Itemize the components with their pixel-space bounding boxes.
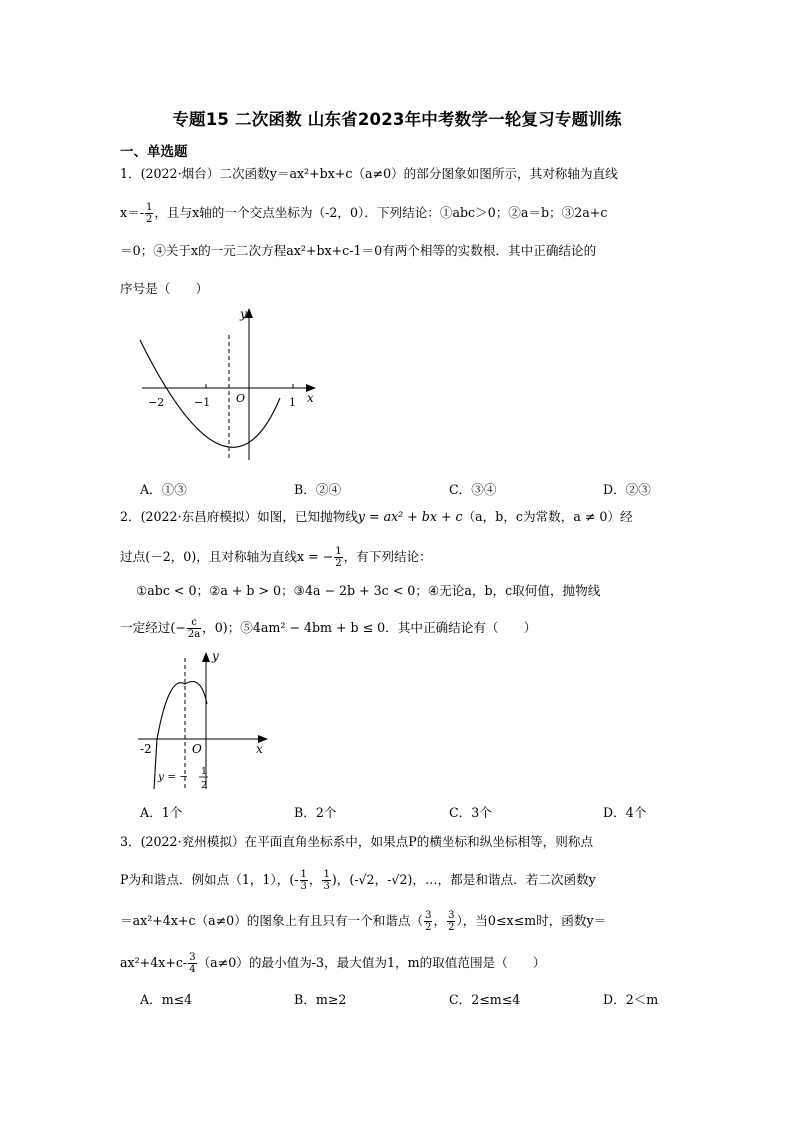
equation: y = ax² + bx + c: [357, 509, 463, 524]
x-label: x: [256, 742, 263, 756]
fraction: $\frac{3}{4}$: [189, 952, 196, 975]
q1-parabola-figure: [132, 305, 332, 465]
axis-frac-num: 1: [201, 766, 208, 777]
y-label: y: [240, 307, 247, 321]
fraction: $\frac{1}{3}$: [323, 869, 330, 892]
tick-label-m2: −2: [148, 396, 165, 409]
q2-option-b[interactable]: B．2个: [294, 805, 337, 820]
q2-parabola-figure: [134, 644, 284, 794]
q2-line2: 过点(－2，0)，且对称轴为直线x = − $\frac{1}{2}$ ，有下列结论：: [120, 546, 432, 569]
q2-option-a[interactable]: A．1个: [140, 805, 183, 820]
q3-option-a[interactable]: A．m≤4: [140, 992, 193, 1007]
axis-frac-den: 2: [201, 780, 208, 791]
fraction: $\frac{1}{2}$: [335, 546, 342, 569]
tick-label-1: 1: [289, 396, 296, 409]
q1-line1: 1．(2022·烟台）二次函数y＝ax²+bx+c（a≠0）的部分图象如图所示，其对称轴为直线: [120, 166, 618, 181]
q3-option-b[interactable]: B．m≥2: [294, 992, 347, 1007]
q3-line4: ax²+4x+c- $\frac{3}{4}$ （a≠0）的最小值为-3，最大值为1，m的取值范围是（ ）: [120, 952, 546, 975]
q1-line3: ＝0；④关于x的一元二次方程ax²+bx+c-1＝0有两个相等的实数根．其中正确结论的: [120, 243, 597, 258]
q1-option-b[interactable]: B．②④: [294, 482, 342, 497]
tick-label-m2: -2: [140, 742, 152, 756]
x-label: x: [307, 391, 314, 405]
parabola-curve: [140, 340, 280, 447]
q1-option-d[interactable]: D．②③: [603, 482, 651, 497]
section-heading: 一、单选题: [120, 144, 188, 160]
tick-label-m1: −1: [194, 396, 211, 409]
q2-line3: ①abc < 0；②a + b > 0；③4a − 2b + 3c < 0；④无论a，b，c取何值，抛物线: [136, 583, 601, 598]
q1-line4: 序号是（ ）: [120, 281, 209, 296]
q3-option-d[interactable]: D．2＜m: [603, 992, 659, 1007]
q1-line2: x＝- $\frac{1}{2}$ ，且与x轴的一个交点坐标为（-2，0）．下列结论：①abc＞0；②a＝b；③2a+c: [120, 202, 608, 225]
fraction: $\frac{c}{2a}$: [187, 617, 201, 640]
q1-option-c[interactable]: C．③④: [449, 482, 497, 497]
q3-line3: ＝ax²+4x+c（a≠0）的图象上有且只有一个和谐点（ $\frac{3}{2}$ ， $\frac{3}{2}$ ），当0≤x≤m时，函数y＝: [120, 910, 607, 933]
fraction: $\frac{1}{2}$: [145, 202, 153, 225]
axis-equation-label: y = −: [158, 771, 189, 783]
q2-line4: 一定经过(− $\frac{c}{2a}$ ，0)；⑤4am² − 4bm + b ≤ 0．其中正确结论有（ ）: [120, 617, 537, 640]
y-axis-arrow-icon: [202, 652, 210, 662]
fraction: $\frac{3}{2}$: [448, 910, 455, 933]
q3-option-c[interactable]: C．2≤m≤4: [449, 992, 521, 1007]
q3-line2: P为和谐点．例如点（1，1），(- $\frac{1}{3}$ ， $\frac{1}{3}$ )，(-√2，-√2)，…，都是和谐点．若二次函数y: [120, 869, 596, 892]
q1-option-a[interactable]: A．①③: [140, 482, 187, 497]
fraction: $\frac{1}{3}$: [300, 869, 307, 892]
q2-option-c[interactable]: C．3个: [449, 805, 492, 820]
origin-label: O: [236, 392, 246, 405]
fraction: $\frac{3}{2}$: [425, 910, 432, 933]
y-label: y: [212, 649, 219, 663]
q3-line1: 3．(2022·兖州模拟）在平面直角坐标系中，如果点P的横坐标和纵坐标相等，则称点: [120, 834, 594, 849]
origin-label: O: [192, 742, 202, 756]
q2-option-d[interactable]: D．4个: [603, 805, 647, 820]
q2-line1: 2．(2022·东昌府模拟）如图，已知抛物线y = ax² + bx + c（a，b，c为常数，a ≠ 0）经: [120, 509, 633, 524]
page-title: 专题15 二次函数 山东省2023年中考数学一轮复习专题训练: [172, 110, 622, 129]
